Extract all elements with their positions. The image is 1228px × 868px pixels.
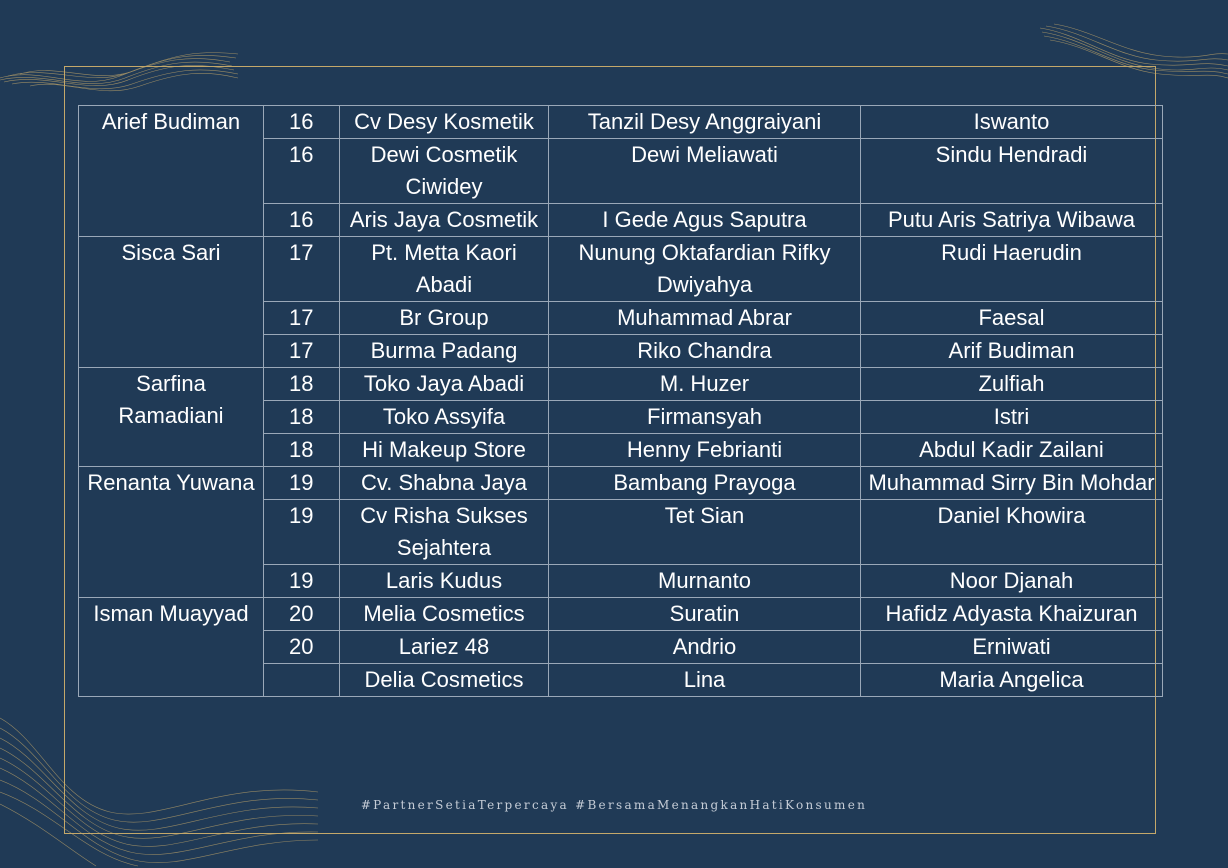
store-name-cell: Lariez 48 <box>340 631 549 664</box>
salesperson-name-cell: Sarfina Ramadiani <box>79 368 264 467</box>
store-name-cell: Burma Padang <box>340 335 549 368</box>
number-cell: 19 <box>264 500 340 565</box>
contact-name-cell: Noor Djanah <box>861 565 1163 598</box>
store-name-cell: Br Group <box>340 302 549 335</box>
contact-name-cell: Abdul Kadir Zailani <box>861 434 1163 467</box>
table-row <box>79 106 1163 139</box>
number-cell: 16 <box>264 204 340 237</box>
table-row <box>79 598 1163 631</box>
owner-name-cell: Bambang Prayoga <box>549 467 861 500</box>
contact-name-cell: Rudi Haerudin <box>861 237 1163 302</box>
store-name-cell: Toko Jaya Abadi <box>340 368 549 401</box>
contact-name-cell: Iswanto <box>861 106 1163 139</box>
store-name-cell: Cv Desy Kosmetik <box>340 106 549 139</box>
contact-name-cell: Erniwati <box>861 631 1163 664</box>
owner-name-cell: Tanzil Desy Anggraiyani <box>549 106 861 139</box>
partner-table-body <box>79 106 1163 697</box>
store-name-cell: Dewi Cosmetik Ciwidey <box>340 139 549 204</box>
owner-name-cell: Lina <box>549 664 861 697</box>
contact-name-cell: Hafidz Adyasta Khaizuran <box>861 598 1163 631</box>
number-cell: 19 <box>264 565 340 598</box>
number-cell: 18 <box>264 368 340 401</box>
owner-name-cell: Henny Febrianti <box>549 434 861 467</box>
contact-name-cell: Muhammad Sirry Bin Mohdar <box>861 467 1163 500</box>
contact-name-cell: Istri <box>861 401 1163 434</box>
owner-name-cell: Firmansyah <box>549 401 861 434</box>
owner-name-cell: Nunung Oktafardian Rifky Dwiyahya <box>549 237 861 302</box>
salesperson-name-cell: Arief Budiman <box>79 106 264 237</box>
number-cell: 20 <box>264 598 340 631</box>
contact-name-cell: Maria Angelica <box>861 664 1163 697</box>
table-row <box>79 467 1163 500</box>
number-cell: 16 <box>264 106 340 139</box>
store-name-cell: Cv Risha Sukses Sejahtera <box>340 500 549 565</box>
contact-name-cell: Arif Budiman <box>861 335 1163 368</box>
number-cell: 20 <box>264 631 340 664</box>
number-cell: 17 <box>264 237 340 302</box>
number-cell: 19 <box>264 467 340 500</box>
number-cell: 18 <box>264 434 340 467</box>
owner-name-cell: Muhammad Abrar <box>549 302 861 335</box>
number-cell: 18 <box>264 401 340 434</box>
owner-name-cell: Murnanto <box>549 565 861 598</box>
store-name-cell: Cv. Shabna Jaya <box>340 467 549 500</box>
owner-name-cell: Andrio <box>549 631 861 664</box>
store-name-cell: Aris Jaya Cosmetik <box>340 204 549 237</box>
contact-name-cell: Sindu Hendradi <box>861 139 1163 204</box>
store-name-cell: Pt. Metta Kaori Abadi <box>340 237 549 302</box>
contact-name-cell: Faesal <box>861 302 1163 335</box>
number-cell: 17 <box>264 335 340 368</box>
owner-name-cell: I Gede Agus Saputra <box>549 204 861 237</box>
salesperson-name-cell: Isman Muayyad <box>79 598 264 697</box>
table-row <box>79 368 1163 401</box>
number-cell: 17 <box>264 302 340 335</box>
owner-name-cell: Riko Chandra <box>549 335 861 368</box>
footer-hashtags: #PartnerSetiaTerpercaya #BersamaMenangkanHatiKonsumen <box>360 798 868 812</box>
store-name-cell: Laris Kudus <box>340 565 549 598</box>
contact-name-cell: Daniel Khowira <box>861 500 1163 565</box>
store-name-cell: Delia Cosmetics <box>340 664 549 697</box>
store-name-cell: Hi Makeup Store <box>340 434 549 467</box>
owner-name-cell: Dewi Meliawati <box>549 139 861 204</box>
owner-name-cell: Suratin <box>549 598 861 631</box>
number-cell: 16 <box>264 139 340 204</box>
partner-table <box>78 105 1163 697</box>
contact-name-cell: Putu Aris Satriya Wibawa <box>861 204 1163 237</box>
owner-name-cell: M. Huzer <box>549 368 861 401</box>
store-name-cell: Melia Cosmetics <box>340 598 549 631</box>
table-row <box>79 237 1163 302</box>
contact-name-cell: Zulfiah <box>861 368 1163 401</box>
number-cell <box>264 664 340 697</box>
salesperson-name-cell: Sisca Sari <box>79 237 264 368</box>
store-name-cell: Toko Assyifa <box>340 401 549 434</box>
salesperson-name-cell: Renanta Yuwana <box>79 467 264 598</box>
owner-name-cell: Tet Sian <box>549 500 861 565</box>
